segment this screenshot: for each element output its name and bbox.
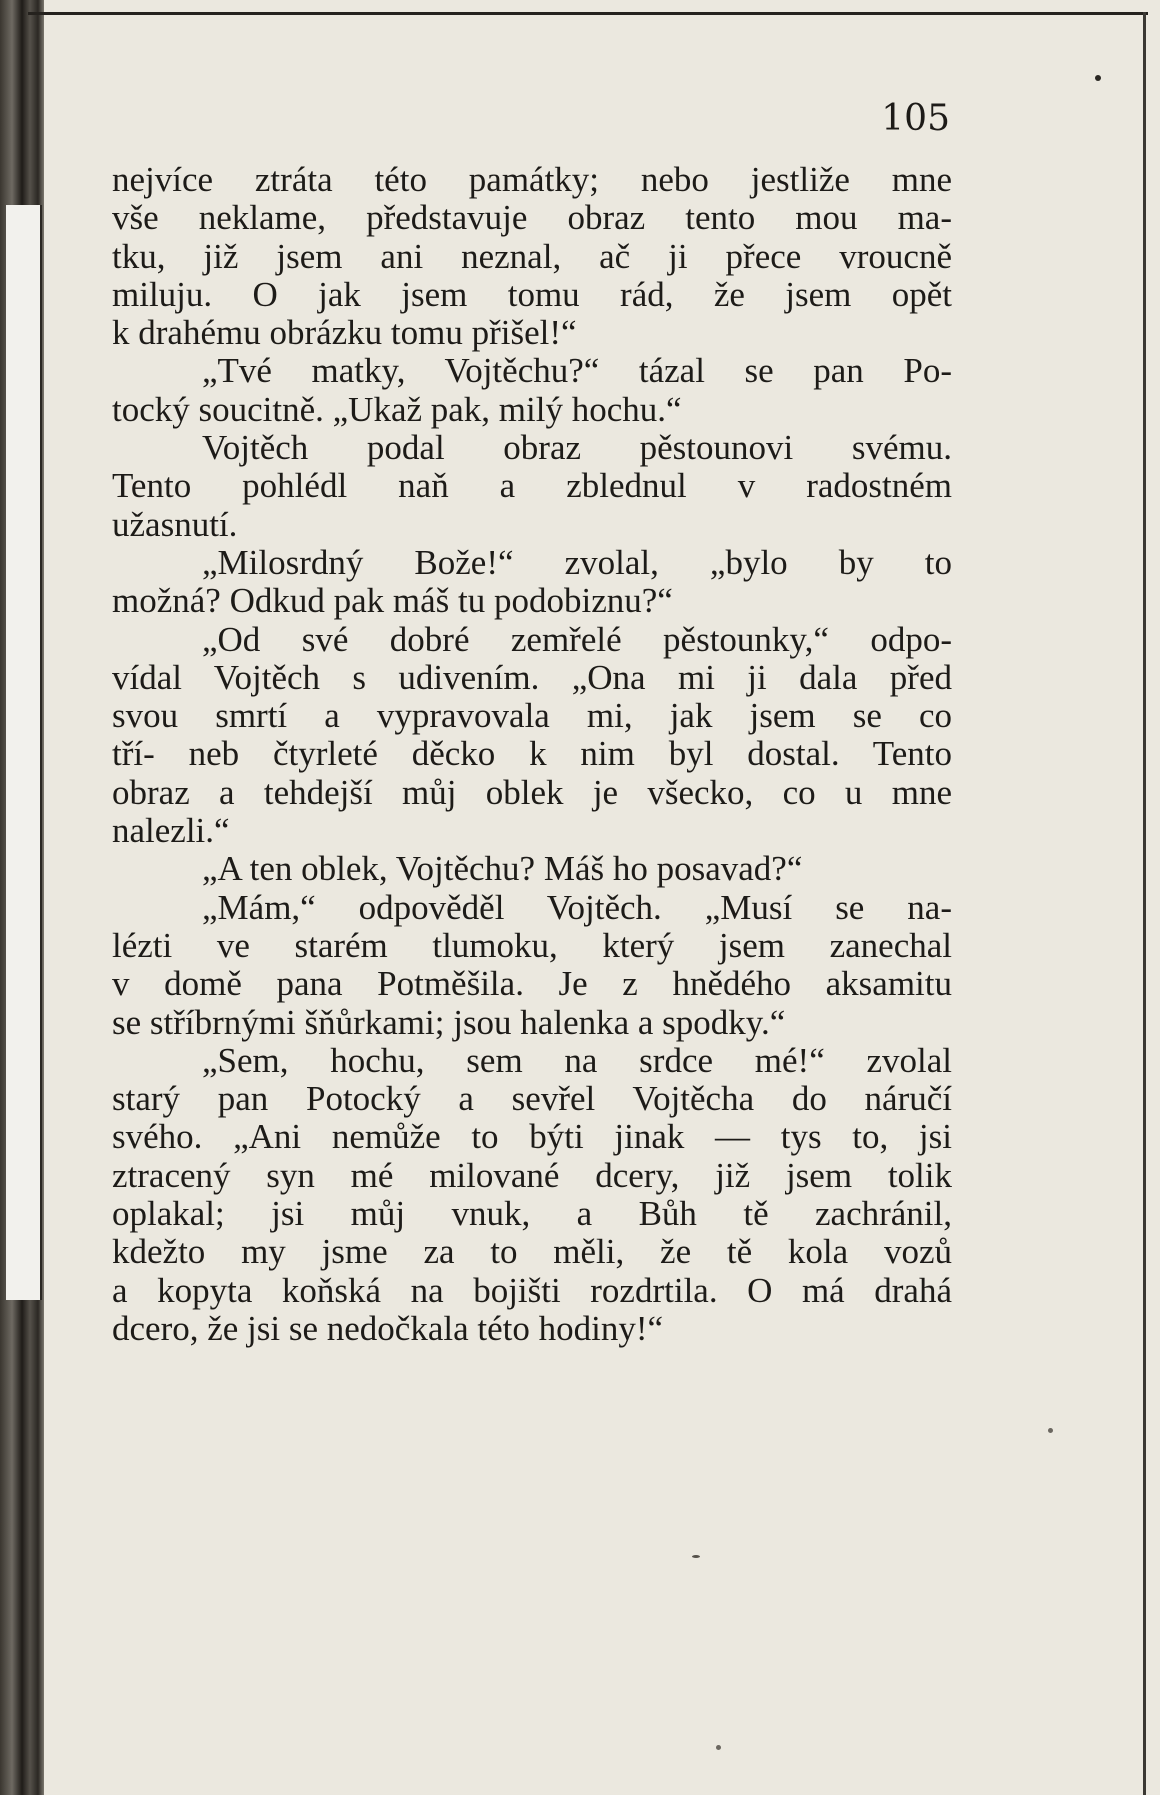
text-line: miluju. O jak jsem tomu rád, že jsem opět — [112, 274, 952, 314]
text-line: dcero, že jsi se nedočkala této hodiny!“ — [112, 1308, 664, 1348]
text-line: k drahému obrázku tomu přišel!“ — [112, 313, 577, 353]
paper-speck — [1095, 75, 1101, 81]
text-line: starý pan Potocký a sevřel Vojtěcha do náručí — [112, 1079, 952, 1119]
text-line: „Milosrdný Bože!“ zvolal, „bylo by to — [202, 542, 952, 582]
page-right-edge — [1143, 12, 1146, 1795]
text-line: možná? Odkud pak máš tu podobiznu?“ — [112, 581, 673, 621]
adjacent-page-edge — [6, 205, 42, 1300]
paper-speck — [1048, 1428, 1053, 1433]
text-line: užasnutí. — [112, 504, 238, 544]
text-line: tku, již jsem ani neznal, ač ji přece vroucně — [112, 236, 952, 276]
text-line: „Mám,“ odpověděl Vojtěch. „Musí se na- — [202, 887, 952, 927]
text-line: „A ten oblek, Vojtěchu? Máš ho posavad?“ — [202, 849, 803, 889]
text-line: se stříbrnými šňůrkami; jsou halenka a spodky.“ — [112, 1002, 786, 1042]
page-top-edge — [28, 12, 1148, 15]
text-line: „Od své dobré zemřelé pěstounky,“ odpo- — [202, 619, 952, 659]
text-line: ztracený syn mé milované dcery, již jsem tolik — [112, 1155, 952, 1195]
text-line: nejvíce ztráta této památky; nebo jestliže mne — [112, 160, 952, 199]
paper-speck — [716, 1745, 721, 1750]
text-line: nalezli.“ — [112, 811, 230, 851]
text-line: Vojtěch podal obraz pěstounovi svému. — [202, 428, 952, 468]
text-line: lézti ve starém tlumoku, který jsem zanechal — [112, 925, 952, 965]
text-line: obraz a tehdejší můj oblek je všecko, co u mne — [112, 772, 952, 812]
text-line: kdežto my jsme za to měli, že tě kola vozů — [112, 1232, 952, 1272]
text-line: Tento pohlédl naň a zblednul v radostném — [112, 466, 952, 506]
text-line: a kopyta koňská na bojišti rozdrtila. O má drahá — [112, 1270, 952, 1310]
text-line: „Tvé matky, Vojtěchu?“ tázal se pan Po- — [202, 351, 952, 391]
text-line: tocký soucitně. „Ukaž pak, milý hochu.“ — [112, 389, 682, 429]
page-number: 105 — [881, 98, 950, 139]
text-line: svou smrtí a vypravovala mi, jak jsem se co — [112, 696, 952, 736]
text-line: v domě pana Potměšila. Je z hnědého aksamitu — [112, 964, 952, 1004]
text-line: „Sem, hochu, sem na srdce mé!“ zvolal — [202, 1040, 952, 1080]
text-line: vídal Vojtěch s udivením. „Ona mi ji dala před — [112, 657, 952, 697]
text-line: svého. „Ani nemůže to býti jinak — tys to, jsi — [112, 1117, 952, 1157]
text-line: vše neklame, představuje obraz tento mou ma- — [112, 198, 952, 238]
text-line: oplakal; jsi můj vnuk, a Bůh tě zachránil, — [112, 1194, 952, 1234]
body-text — [112, 161, 952, 1348]
text-line: tří- neb čtyrleté děcko k nim byl dostal. Tento — [112, 734, 952, 774]
paper-speck — [692, 1555, 700, 1558]
